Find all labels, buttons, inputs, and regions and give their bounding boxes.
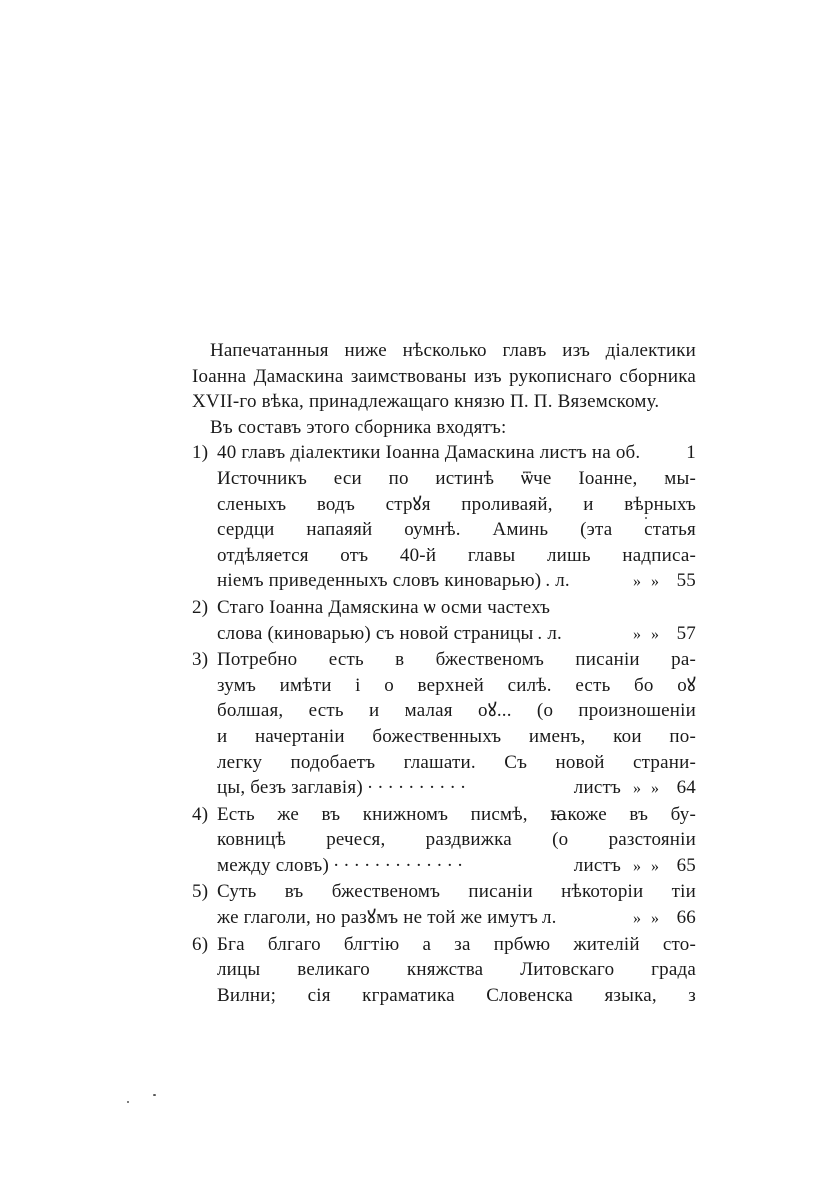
entry-number: 6)	[192, 933, 209, 955]
entry-line: отдѣляется отъ 40-й главы лишь надписа-	[217, 544, 696, 566]
entry-line: между словъ) ············· листъ » » 65	[217, 853, 696, 880]
leader-dots: ··········	[366, 777, 471, 799]
entry-line: Источникъ еси по истинѣ ѿче Іоанне, мы-	[217, 467, 696, 489]
entry-line: Бга блгаго блгтію а за прбѡю жителій сто-	[217, 933, 696, 955]
intro-line-2: Іоанна Дамаскина заимствованы изъ рукописнаго сборника	[192, 365, 696, 387]
entry-line: Есть же въ книжномъ писмѣ, ꙗкоже въ бу-	[217, 803, 696, 825]
page-number: 55	[676, 570, 696, 592]
text-block	[192, 338, 696, 1008]
entry-5	[192, 879, 696, 931]
entry-line: Стаго Іоанна Дамяскина ѡ осми частехъ	[217, 596, 551, 618]
entry-line: цы, безъ заглавія) ·········· листъ » » 64	[217, 775, 696, 802]
leader-dots: ·············	[332, 854, 468, 876]
ditto-marks: » »	[633, 910, 662, 928]
ditto-marks: » »	[633, 573, 662, 591]
intro-line-3: XVII-го вѣка, принадлежащаго князю П. П. Вяземскому.	[192, 391, 660, 413]
entry-6	[192, 932, 696, 1009]
entry-number: 4)	[192, 803, 209, 825]
scan-speck	[127, 1101, 129, 1103]
scan-speck	[153, 1094, 156, 1096]
entry-4	[192, 802, 696, 880]
page-number: 57	[676, 622, 696, 644]
entry-line: лицы великаго княжства Литовскаго града	[217, 959, 696, 981]
entry-line: и начертаніи божественныхъ именъ, кои по-	[217, 725, 696, 747]
entry-line: ніемъ приведенныхъ словъ киноварью) . л. » » 55	[217, 568, 696, 595]
entry-line: Вилни; сія кграматика Словенска языка, з	[217, 984, 696, 1006]
entry-line: слова (киноварью) съ новой страницы . л. » » 57	[217, 621, 696, 648]
scan-speck	[645, 517, 647, 519]
entry-2	[192, 595, 696, 647]
ditto-marks: » »	[633, 780, 662, 798]
entry-line: ковницѣ речеся, раздвижка (о разстояніи	[217, 829, 696, 851]
entry-number: 3)	[192, 649, 209, 671]
entry-line: же глаголи, но разꙋмъ не той же имутъ л. » » 66	[217, 905, 696, 932]
locator: . л.	[545, 570, 570, 592]
locator: листъ	[573, 854, 621, 876]
intro-line-1: Напечатанныя ниже нѣсколько главъ изъ діалектики	[210, 340, 696, 361]
entry-line: болшая, есть и малая оꙋ... (о произношеніи	[217, 700, 696, 722]
entry-line: 40 главъ діалектики Іоанна Дамаскина листъ на об. 1	[217, 440, 696, 466]
page-number: 64	[676, 777, 696, 799]
ditto-marks: » »	[633, 857, 662, 875]
locator: листъ	[573, 777, 621, 799]
entry-line: сердци напаяяй оумнѣ. Аминь (эта статья	[217, 519, 696, 541]
entry-1	[192, 440, 696, 595]
ditto-marks: » »	[633, 625, 662, 643]
page-number: 1	[686, 442, 696, 464]
entry-3	[192, 647, 696, 802]
entry-number: 5)	[192, 881, 209, 903]
locator: л.	[542, 907, 557, 929]
page-number: 65	[676, 854, 696, 876]
entry-line: зумъ имѣти і о верхней силѣ. есть бо оꙋ	[217, 674, 696, 696]
page-number: 66	[676, 907, 696, 929]
entry-number: 1)	[192, 442, 209, 464]
entry-line: Суть въ бжественомъ писаніи нѣкоторіи тіи	[217, 881, 696, 903]
entry-line: Потребно есть в бжественомъ писаніи ра-	[217, 649, 696, 671]
locator: . л.	[537, 622, 562, 644]
entry-line: сленыхъ водъ стрꙋя проливаяй, и вѣрныхъ	[217, 493, 696, 515]
entry-line: легку подобаетъ глашати. Съ новой страни-	[217, 751, 696, 773]
subheading: Въ составъ этого сборника входятъ:	[210, 416, 507, 438]
entry-number: 2)	[192, 596, 209, 618]
